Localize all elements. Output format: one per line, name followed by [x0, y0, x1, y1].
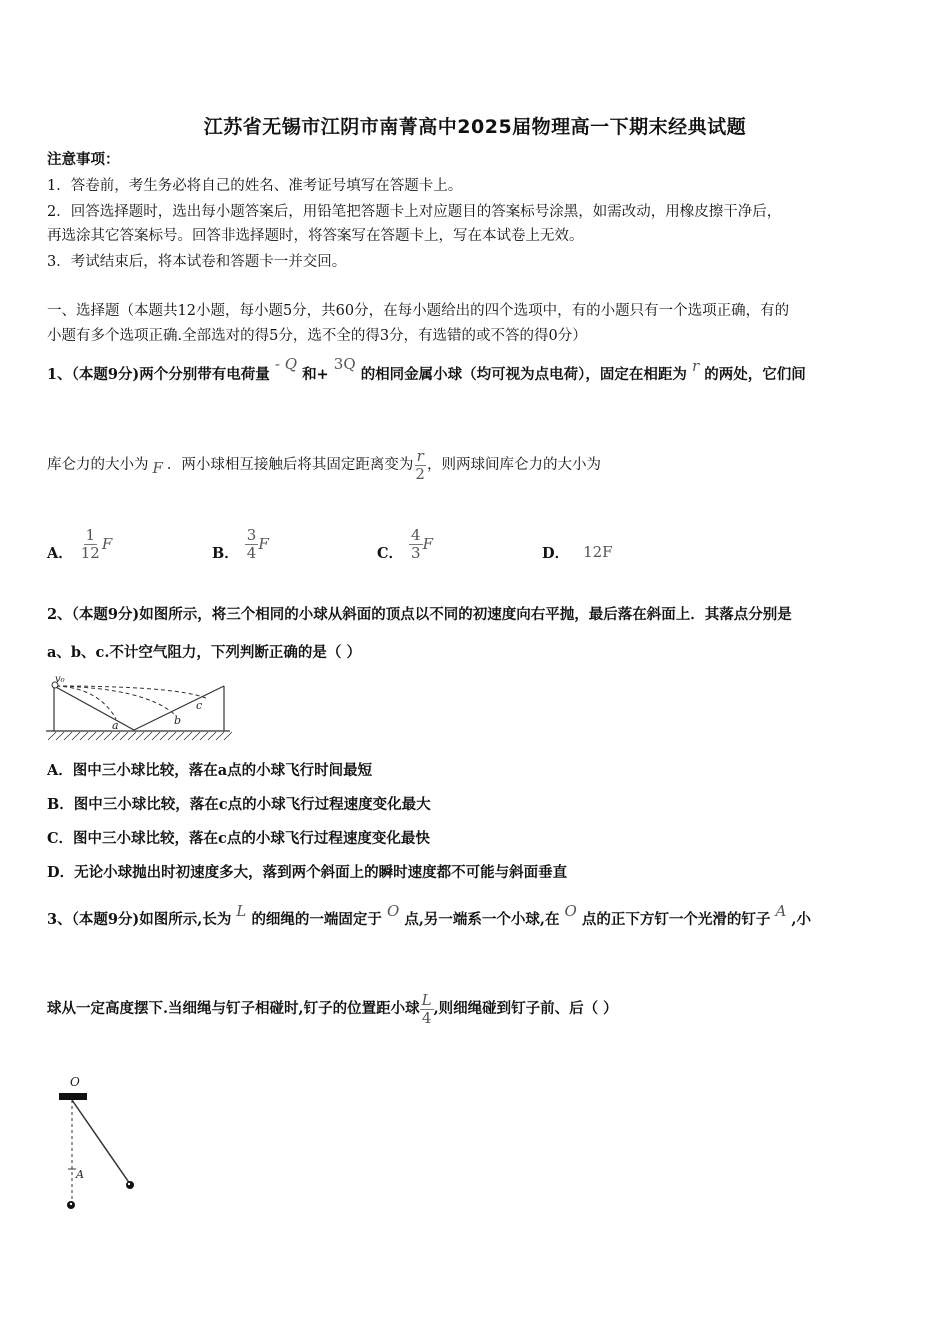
label-v0: v₀: [55, 674, 65, 685]
trajectory-b: [56, 686, 174, 714]
q1-option-a-label: A．: [47, 544, 73, 562]
q1-charge2: 3Q: [333, 355, 356, 373]
q1-option-c-num: 4: [411, 525, 421, 544]
q1-option-b-label: B．: [212, 544, 239, 562]
q1-line2c: ，则两球间库仑力的大小为: [426, 457, 601, 473]
q1-charge1: - Q: [274, 355, 297, 373]
q3-text-line2: [47, 985, 618, 1033]
q1-option-c-fraction: [409, 527, 423, 562]
q2-option-b[interactable]: B．图中三小球比较，落在c点的小球飞行过程速度变化最大: [47, 796, 431, 813]
q1-frac-num: r: [416, 446, 424, 465]
q2-option-c[interactable]: C．图中三小球比较，落在c点的小球飞行过程速度变化最快: [47, 830, 430, 847]
q3-line2a: 球从一定高度摆下.当细绳与钉子相碰时,钉子的位置距小球: [47, 1000, 420, 1017]
notice-item-3: 3．考试结束后，将本试卷和答题卡一并交回。: [47, 254, 347, 270]
q1-option-b-fraction: [245, 527, 259, 562]
label-c: c: [196, 699, 203, 712]
q1-option-d-text: 12F: [583, 543, 613, 561]
q3-fraction: [420, 992, 434, 1027]
q1-option-a-fraction: [79, 527, 102, 562]
q3-p2: 的细绳的一端固定于: [251, 911, 382, 928]
q1-option-b-den: 4: [246, 543, 257, 562]
section-instruction-line1: 一、选择题（本题共12小题，每小题5分，共60分，在每小题给出的四个选项中，有的小题只有一个选项正确，有的: [47, 303, 790, 319]
q1-option-d[interactable]: [542, 520, 613, 568]
ball-bottom-highlight: [70, 1203, 72, 1205]
q3-p4: 点的正下方钉一个光滑的钉子: [581, 911, 771, 928]
q1-tail: 的两处，它们间: [704, 366, 806, 383]
q3-L: L: [236, 902, 247, 920]
q1-option-b[interactable]: [212, 520, 269, 568]
q1-option-a[interactable]: [47, 520, 112, 568]
q3-p3: 点,另一端系一个小球,在: [404, 911, 560, 928]
q3-p1: 3、（本题9分)如图所示,长为: [47, 911, 232, 928]
q1-r: r: [692, 357, 700, 375]
q1-and: 和+: [302, 366, 329, 383]
q1-option-d-label: D．: [542, 544, 570, 562]
q2-text-line2: a、b、c.不计空气阻力，下列判断正确的是（ ）: [47, 644, 361, 661]
label-a: a: [112, 719, 119, 732]
q1-option-c-var: F: [422, 535, 434, 553]
label-b: b: [174, 714, 182, 727]
notice-heading: 注意事项：: [47, 151, 120, 168]
q1-text-line1: [47, 355, 806, 385]
q1-mid: 的相同金属小球（均可视为点电荷），固定在相距为: [360, 366, 687, 383]
trajectory-c: [56, 686, 206, 698]
trajectory-a: [56, 686, 116, 719]
q1-line2b: ．两小球相互接触后将其固定距离变为: [166, 457, 414, 473]
q1-option-c[interactable]: [377, 520, 433, 568]
q2-option-d[interactable]: D．无论小球抛出时初速度多大，落到两个斜面上的瞬时速度都不可能与斜面垂直: [47, 864, 568, 881]
q1-option-c-label: C．: [377, 544, 404, 562]
q2-option-a[interactable]: A．图中三小球比较，落在a点的小球飞行时间最短: [47, 762, 373, 779]
pivot-bar: [59, 1093, 87, 1100]
q1-frac-den: 2: [415, 464, 425, 483]
q3-A: A: [775, 902, 787, 920]
q3-line2b: ,则细绳碰到钉子前、后（ ）: [433, 1000, 618, 1017]
ball-swing-highlight: [128, 1183, 130, 1185]
q1-option-a-den: 12: [80, 543, 100, 562]
q1-fraction: [413, 448, 427, 483]
q1-option-a-var: F: [101, 535, 113, 553]
q1-option-a-num: 1: [85, 525, 96, 544]
q1-text-line2: [47, 441, 601, 489]
q1-prefix: 1、（本题9分)两个分别带有电荷量: [47, 366, 270, 383]
q3-frac-num: L: [421, 990, 432, 1009]
q1-option-b-num: 3: [246, 525, 257, 544]
ground-hatch: [48, 732, 232, 740]
q1-option-c-den: 3: [411, 543, 421, 562]
notice-item-1: 1．答卷前，考生务必将自己的姓名、准考证号填写在答题卡上。: [47, 178, 463, 194]
section-instruction-line2: 小题有多个选项正确.全部选对的得5分，选不全的得3分，有选错的或不答的得0分）: [47, 328, 587, 344]
label-A: A: [76, 1168, 84, 1181]
q2-incline-figure: [44, 674, 234, 748]
notice-item-2b: 再选涂其它答案标号。回答非选择题时，将答案写在答题卡上，写在本试卷上无效。: [47, 228, 584, 244]
q3-text-line1: [47, 902, 811, 930]
q3-pendulum-figure: [50, 1072, 150, 1217]
notice-item-2a: 2．回答选择题时，选出每小题答案后，用铅笔把答题卡上对应题目的答案标号涂黑，如需改动，用橡皮擦干净后，: [47, 204, 782, 220]
page-title: 江苏省无锡市江阴市南菁高中2025届物理高一下期末经典试题: [203, 116, 747, 138]
q1-line2a: 库仑力的大小为: [47, 457, 149, 473]
q3-p5: ,小: [791, 911, 811, 928]
q2-text-line1: 2、（本题9分)如图所示，将三个相同的小球从斜面的顶点以不同的初速度向右平抛，最后落在斜面上．其落点分别是: [47, 606, 792, 623]
q3-O2: O: [564, 902, 577, 920]
q3-frac-den: 4: [421, 1008, 432, 1027]
q3-O1: O: [387, 902, 400, 920]
label-O: O: [70, 1075, 80, 1089]
ball-swing: [126, 1181, 134, 1189]
q1-F: F: [152, 459, 163, 477]
q1-option-b-var: F: [258, 535, 269, 553]
